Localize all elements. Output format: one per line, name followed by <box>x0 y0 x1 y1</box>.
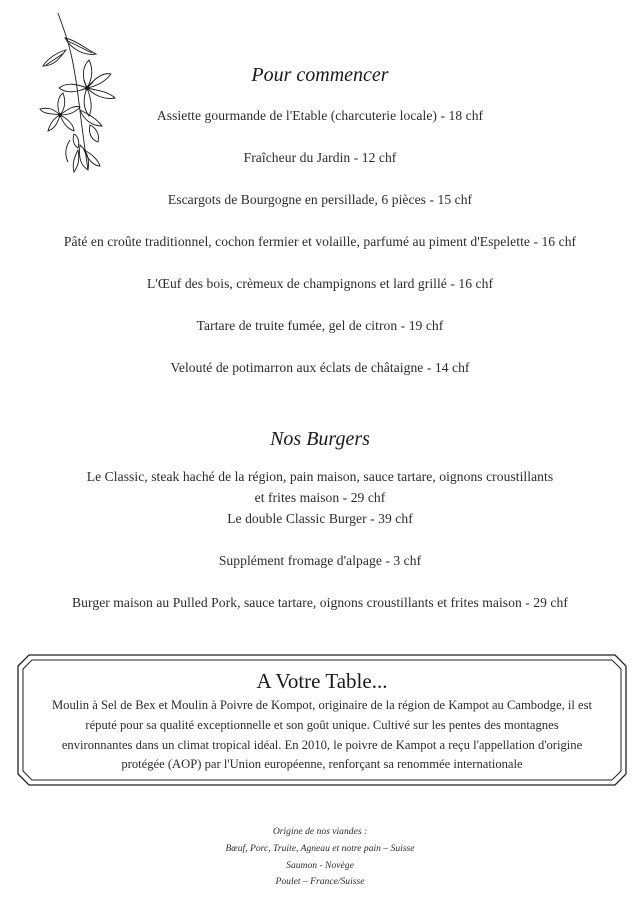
menu-item: Fraîcheur du Jardin - 12 chf <box>243 150 397 165</box>
origin-line: Saumon - Novège <box>286 860 354 871</box>
menu-item: Pâté en croûte traditionnel, cochon fermier et volaille, parfumé au piment d'Espelette - 16 chf <box>63 234 577 249</box>
section-title-nos-burgers: Nos Burgers <box>270 428 370 450</box>
origin-line: Poulet – France/Suisse <box>275 876 365 887</box>
menu-item: Tartare de truite fumée, gel de citron - 19 chf <box>196 318 444 333</box>
menu-item: Le double Classic Burger - 39 chf <box>227 511 413 526</box>
a-votre-table-box <box>17 654 627 786</box>
box-text-line: protégée (AOP) par l'Union européenne, renforçant sa renommée internationale <box>121 757 523 771</box>
menu-item: L'Œuf des bois, crèmeux de champignons et lard grillé - 16 chf <box>146 276 494 291</box>
section-title-pour-commencer: Pour commencer <box>251 64 389 86</box>
menu-item: et frites maison - 29 chf <box>254 490 386 505</box>
box-text-line: Moulin à Sel de Bex et Moulin à Poivre de Kompot, originaire de la région de Kampot au Cambodge, il est <box>51 698 593 712</box>
menu-item: Supplément fromage d'alpage - 3 chf <box>218 553 422 568</box>
box-text-line: environnantes dans un climat tropical idéal. En 2010, le poivre de Kampot a reçu l'appellation d'origine <box>61 738 583 752</box>
origin-title: Origine de nos viandes : <box>272 826 368 837</box>
box-text-line: réputé pour sa qualité exceptionnelle et son goût unique. Cultivé sur les pentes des montagnes <box>85 718 559 732</box>
menu-item: Assiette gourmande de l'Etable (charcuterie locale) - 18 chf <box>156 108 484 123</box>
menu-item: Le Classic, steak haché de la région, pain maison, sauce tartare, oignons croustillants <box>86 469 554 484</box>
menu-item: Velouté de potimarron aux éclats de châtaigne - 14 chf <box>170 360 470 375</box>
menu-item: Burger maison au Pulled Pork, sauce tartare, oignons croustillants et frites maison - 29 chf <box>72 595 568 610</box>
origin-line: Bœuf, Porc, Truite, Agneau et notre pain – Suisse <box>225 843 415 854</box>
menu-item: Escargots de Bourgogne en persillade, 6 pièces - 15 chf <box>167 192 473 207</box>
box-title: A Votre Table... <box>256 669 388 693</box>
